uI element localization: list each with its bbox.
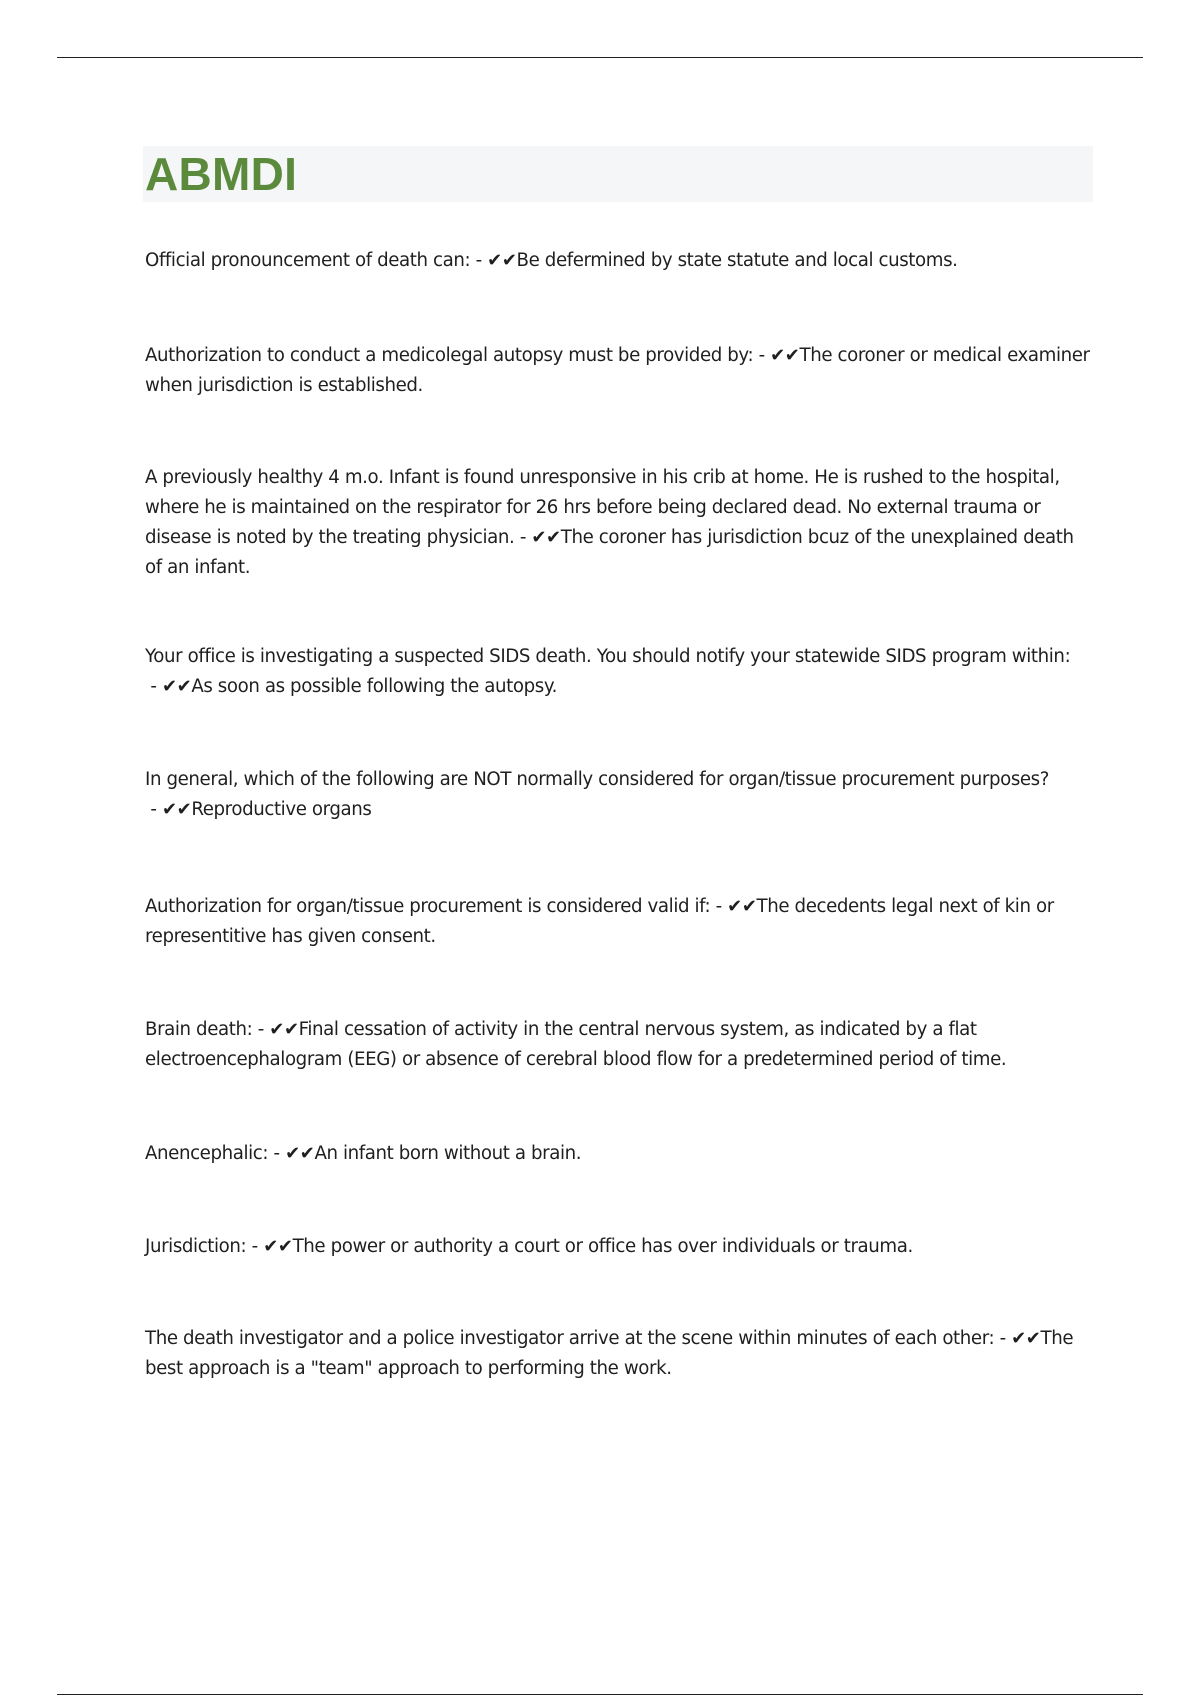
question-text: Jurisdiction:	[145, 1236, 247, 1257]
separator: -	[470, 250, 488, 271]
answer-text: The coroner has jurisdiction bcuz of the unexplained death of an infant.	[145, 527, 1074, 578]
double-check-icon: ✔✔	[487, 250, 517, 271]
answer-text: Reproductive organs	[191, 799, 372, 820]
question-text: Authorization for organ/tissue procurement is considered valid if:	[145, 896, 711, 917]
question-text: Official pronouncement of death can:	[145, 250, 471, 271]
separator: -	[753, 345, 771, 366]
top-rule	[57, 57, 1143, 58]
double-check-icon: ✔✔	[531, 527, 561, 548]
answer-text: Be defermined by state statute and local customs.	[516, 250, 958, 271]
answer-text: The power or authority a court or office has over individuals or trauma.	[292, 1236, 913, 1257]
question-text: A previously healthy 4 m.o. Infant is found unresponsive in his crib at home. He is rushed to the hospital, where he is maintained on the respirator for 26 hrs before being declared dead. No external trauma or disease is noted by the treating physician.	[145, 467, 1060, 548]
qa-item	[145, 246, 1090, 276]
separator: -	[994, 1328, 1012, 1349]
double-check-icon: ✔✔	[161, 799, 192, 820]
answer-text: The decedents legal next of kin or representitive has given consent.	[145, 896, 1054, 947]
double-check-icon: ✔✔	[161, 676, 192, 697]
qa-item	[145, 1324, 1090, 1384]
double-check-icon: ✔✔	[770, 345, 800, 366]
separator: -	[145, 676, 162, 697]
double-check-icon: ✔✔	[269, 1019, 299, 1040]
qa-item	[145, 892, 1090, 952]
double-check-icon: ✔✔	[727, 896, 757, 917]
answer-text: Final cessation of activity in the central nervous system, as indicated by a flat electroencephalogram (EEG) or absence of cerebral blood flow for a predetermined period of time.	[145, 1019, 1007, 1070]
title-band	[143, 146, 1093, 202]
answer-text: The best approach is a "team" approach to performing the work.	[145, 1328, 1074, 1379]
question-text: Anencephalic:	[145, 1143, 269, 1164]
answer-text: An infant born without a brain.	[314, 1143, 582, 1164]
qa-item	[145, 463, 1090, 583]
double-check-icon: ✔✔	[263, 1236, 293, 1257]
double-check-icon: ✔✔	[1011, 1328, 1041, 1349]
qa-item	[145, 1232, 1090, 1262]
document-title: ABMDI	[145, 148, 298, 200]
qa-item	[145, 341, 1090, 401]
separator: -	[268, 1143, 286, 1164]
separator: -	[514, 527, 532, 548]
answer-text: The coroner or medical examiner when jurisdiction is established.	[145, 345, 1090, 396]
qa-item	[145, 1015, 1090, 1075]
separator: -	[710, 896, 728, 917]
qa-item	[145, 765, 1090, 825]
separator: -	[145, 799, 162, 820]
answer-text: As soon as possible following the autopsy.	[191, 676, 557, 697]
question-text: Authorization to conduct a medicolegal autopsy must be provided by:	[145, 345, 754, 366]
qa-item	[145, 1139, 1090, 1169]
question-text: In general, which of the following are NOT normally considered for organ/tissue procurement purposes?	[145, 769, 1050, 790]
qa-item	[145, 642, 1090, 702]
bottom-rule	[57, 1694, 1143, 1695]
separator: -	[246, 1236, 264, 1257]
question-text: The death investigator and a police investigator arrive at the scene within minutes of each other:	[145, 1328, 995, 1349]
question-text: Brain death:	[145, 1019, 253, 1040]
question-text: Your office is investigating a suspected SIDS death. You should notify your statewide SIDS program within:	[145, 646, 1071, 667]
double-check-icon: ✔✔	[285, 1143, 315, 1164]
separator: -	[252, 1019, 270, 1040]
